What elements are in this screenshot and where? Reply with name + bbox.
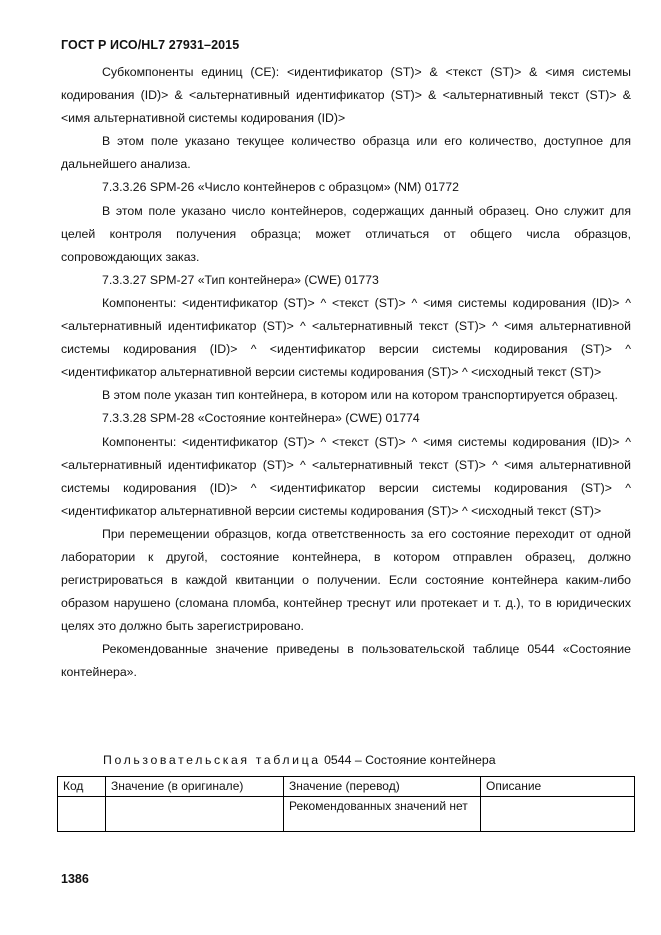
table-header-row: [58, 777, 635, 797]
header-cell-code: Код: [58, 777, 106, 797]
section-heading-spm27: 7.3.3.27 SPM-27 «Тип контейнера» (CWE) 01773: [102, 272, 379, 287]
header-cell-original-value: Значение (в оригинале): [106, 777, 284, 797]
section-heading-spm26: 7.3.3.26 SPM-26 «Число контейнеров с образцом» (NM) 01772: [102, 180, 459, 195]
table-cell-description: [481, 797, 635, 832]
paragraph-spm28-components: Компоненты: <идентификатор (ST)> ^ <текст (ST)> ^ <имя системы кодирования (ID)> ^ <альтернативный идентификатор (ST)> ^ <альтернативный текст (ST)> ^ <имя альтернативной системы кодирования (ID)> ^ <идентификатор версии системы кодирования (ST)> ^ <идентификатор альтернативной версии системы кодирования (ST)> ^ <исходный текст (ST)>: [61, 434, 631, 518]
paragraph-spm27-text: В этом поле указан тип контейнера, в котором или на котором транспортируется образец.: [102, 388, 618, 403]
header-cell-translated-value: Значение (перевод): [284, 777, 481, 797]
paragraph-spm27-components: Компоненты: <идентификатор (ST)> ^ <текст (ST)> ^ <имя системы кодирования (ID)> ^ <альтернативный идентификатор (ST)> ^ <альтернативный текст (ST)> ^ <имя альтернативной системы кодирования (ID)> ^ <идентификатор версии системы кодирования (ST)> ^ <идентификатор альтернативной версии системы кодирования (ST)> ^ <исходный текст (ST)>: [61, 295, 631, 380]
table-caption: [103, 750, 496, 770]
paragraph-spm26-text: В этом поле указано число контейнеров, содержащих данный образец. Оно служит для целей контроля получения образца; может отличаться от общего числа образцов, сопровождающих заказ.: [61, 203, 631, 264]
table-caption-label: Пользовательская таблица: [103, 753, 321, 767]
table-caption-title: 0544 – Состояние контейнера: [320, 753, 496, 767]
table-cell-code: [58, 797, 106, 832]
table-row: [58, 797, 635, 832]
user-table-0544: [57, 776, 635, 832]
section-heading-spm28: 7.3.3.28 SPM-28 «Состояние контейнера» (CWE) 01774: [102, 411, 420, 426]
paragraph-quantity: В этом поле указано текущее количество образца или его количество, доступное для дальнейшего анализа.: [61, 134, 631, 172]
document-header: ГОСТ Р ИСО/HL7 27931–2015: [61, 38, 240, 52]
page-number: 1386: [61, 872, 89, 886]
paragraph-recommended-values: Рекомендованные значение приведены в пользовательской таблице 0544 «Состояние контейнера».: [61, 642, 631, 680]
paragraph-ce-subcomponents: Субкомпоненты единиц (CE): <идентификатор (ST)> & <текст (ST)> & <имя системы кодирования (ID)> & <альтернативный идентификатор (ST)> & <альтернативный текст (ST)> & <имя альтернативной системы кодирования (ID)>: [61, 65, 631, 126]
table-cell-translated-value: Рекомендованных значений нет: [284, 797, 481, 832]
document-body: [61, 61, 631, 685]
paragraph-spm28-text: При перемещении образцов, когда ответственность за его состояние переходит от одной лаборатории к другой, состояние контейнера, в котором отправлен образец, должно регистрироваться в каждой квитанции о получении. Если состояние контейнера каким-либо образом нарушено (сломана пломба, контейнер треснут или протекает и т. д.), то в юридических целях это должно быть зарегистрировано.: [61, 526, 631, 634]
header-cell-description: Описание: [481, 777, 635, 797]
table-cell-original-value: [106, 797, 284, 832]
